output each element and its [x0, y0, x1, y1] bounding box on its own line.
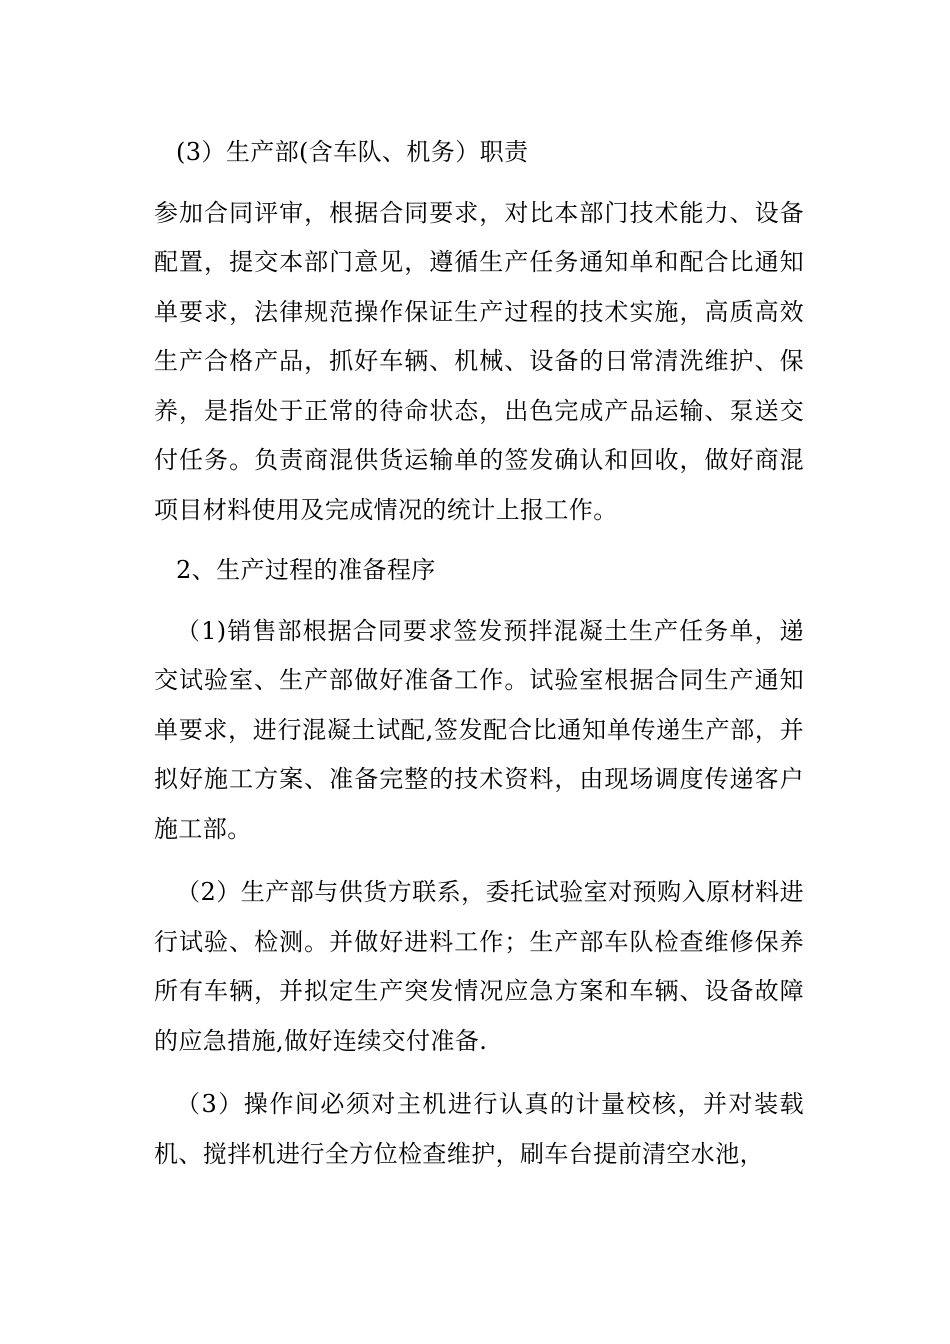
paragraph-production-duties: 参加合同评审，根据合同要求，对比本部门技术能力、设备配置，提交本部门意见，遵循生产任务通知单和配合比通知单要求，法律规范操作保证生产过程的技术实施，高质高效生产合格产品，抓好车辆、机械、设备的日常清洗维护、保养，是指处于正常的待命状态，出色完成产品运输、泵送交付任务。负责商混供货运输单的签发确认和回收，做好商混项目材料使用及完成情况的统计上报工作。	[154, 198, 804, 524]
paragraph-step-2: （2）生产部与供货方联系，委托试验室对预购入原材料进行试验、检测。并做好进料工作；生产部车队检查维修保养所有车辆，并拟定生产突发情况应急方案和车辆、设备故障的应急措施,做好连续交付准备.	[154, 878, 804, 1055]
paragraph-step-3: （3）操作间必须对主机进行认真的计量校核，并对装载机、搅拌机进行全方位检查维护，刷车台提前清空水池，	[154, 1090, 804, 1168]
document-body	[154, 128, 804, 1179]
section-heading-preparation-procedure: 2、生产过程的准备程序	[176, 556, 436, 584]
paragraph-step-1: （1)销售部根据合同要求签发预拌混凝土生产任务单，递交试验室、生产部做好准备工作。试验室根据合同生产通知单要求，进行混凝土试配,签发配合比通知单传递生产部，并拟好施工方案、准备完整的技术资料，由现场调度传递客户施工部。	[154, 616, 804, 843]
section-heading-production-dept: (3）生产部(含车队、机务）职责	[176, 138, 529, 166]
